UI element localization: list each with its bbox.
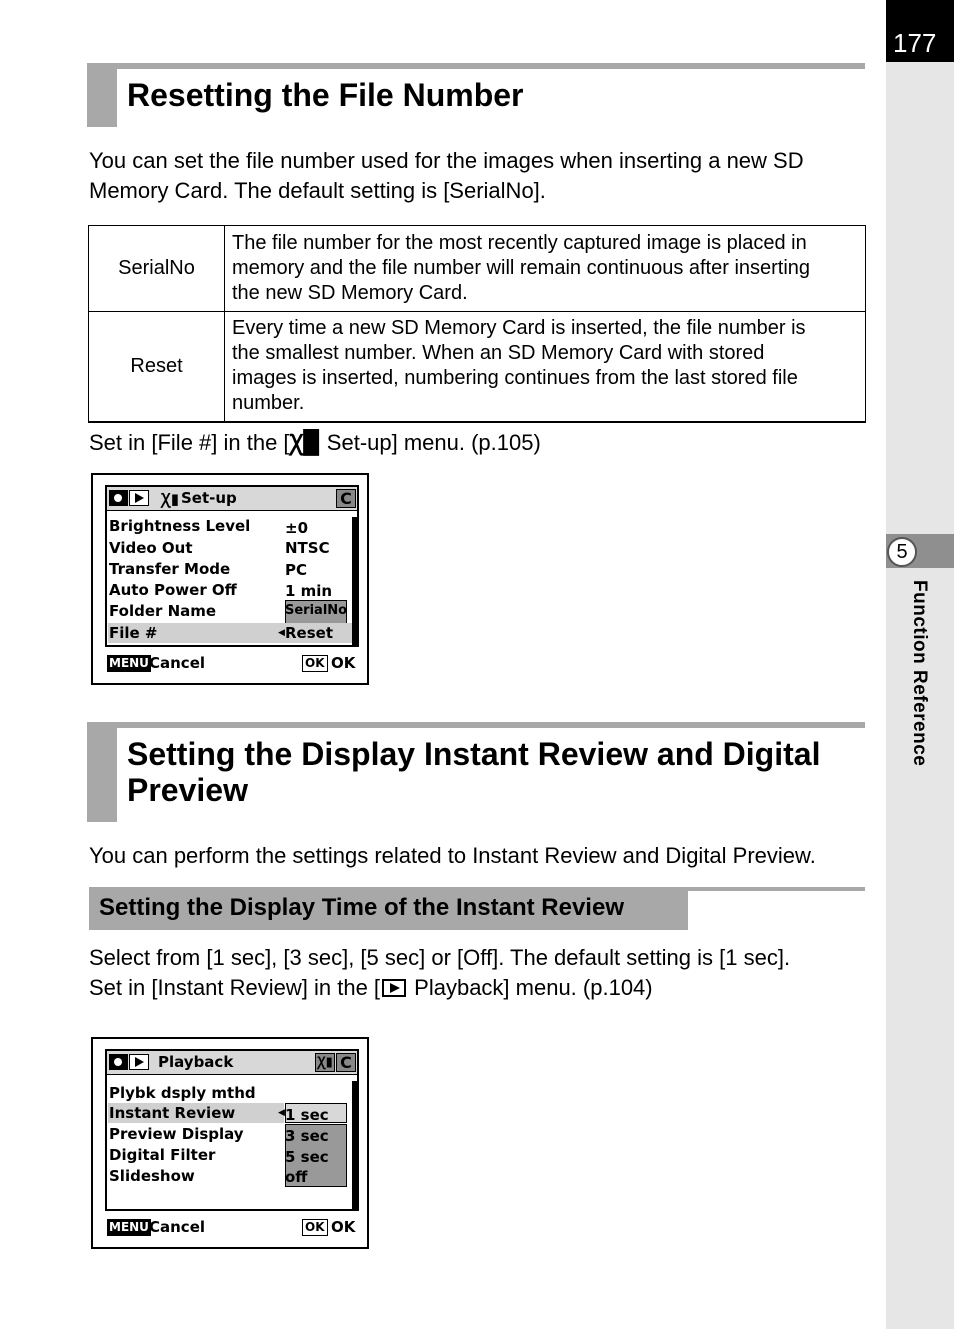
select-text: Select from [1 sec], [3 sec], [5 sec] or [Off]. The default setting is [1 sec]. bbox=[89, 945, 791, 970]
custom-icon: C bbox=[336, 1053, 356, 1072]
menu-item[interactable]: Digital Filter bbox=[109, 1146, 216, 1164]
tab-title: Set-up bbox=[181, 489, 237, 507]
menu-button-icon[interactable]: MENU bbox=[109, 656, 149, 670]
camera-screen-setup bbox=[91, 473, 369, 685]
option-item[interactable]: 5 sec bbox=[285, 1148, 329, 1166]
menu-item[interactable]: Brightness Level bbox=[109, 517, 251, 535]
subheading: Setting the Display Time of the Instant Review bbox=[99, 894, 624, 921]
ok-label: OK bbox=[331, 654, 356, 672]
table-value: Every time a new SD Memory Card is inserted, the file number is the smallest number. When an SD Memory Card with stored images is inserted, numbering continues from the last stored file number. bbox=[225, 312, 866, 423]
cancel-label: Cancel bbox=[149, 654, 206, 672]
menu-item[interactable]: Plybk dsply mthd bbox=[109, 1084, 256, 1102]
menu-item[interactable]: Auto Power Off bbox=[109, 581, 237, 599]
menu-value: ±0 bbox=[285, 519, 309, 537]
menu-panel bbox=[105, 1049, 359, 1211]
menu-value: SerialNo bbox=[285, 603, 348, 618]
menu-value: NTSC bbox=[285, 539, 330, 557]
menu-item[interactable]: Transfer Mode bbox=[109, 560, 231, 578]
title-bar bbox=[107, 1051, 357, 1075]
camera-screen-playback bbox=[91, 1037, 369, 1249]
playback-icon bbox=[382, 979, 406, 997]
menu-panel bbox=[105, 485, 359, 647]
chapter-number: 5 bbox=[887, 537, 917, 567]
menu-button-icon[interactable]: MENU bbox=[109, 1220, 149, 1234]
arrow-left-icon: ◀ bbox=[278, 1108, 285, 1118]
menu-item[interactable]: Video Out bbox=[109, 539, 193, 557]
camera-icon bbox=[109, 1054, 128, 1070]
playback-icon bbox=[129, 1054, 149, 1070]
intro-text: You can perform the settings related to Instant Review and Digital Preview. bbox=[89, 843, 816, 868]
settings-table bbox=[88, 225, 866, 423]
heading-block bbox=[87, 63, 117, 127]
wrench-icon: Ꭓ▮ bbox=[161, 490, 179, 508]
ok-button-icon[interactable]: OK bbox=[302, 655, 328, 672]
table-value: The file number for the most recently captured image is placed in memory and the file number will remain continuous after inserting the new SD Memory Card. bbox=[225, 226, 866, 312]
title-bar bbox=[107, 487, 357, 511]
heading-bar bbox=[87, 722, 865, 728]
table-key: Reset bbox=[89, 312, 225, 423]
instruction-text: Set in [File #] in the [Ꭓ▉ Set-up] menu. (p.105) bbox=[89, 428, 541, 458]
tab-title: Playback bbox=[158, 1053, 234, 1071]
table-row bbox=[89, 226, 866, 312]
playback-icon bbox=[129, 490, 149, 506]
cancel-label: Cancel bbox=[149, 1218, 206, 1236]
menu-value: 1 min bbox=[285, 582, 333, 600]
ok-button-icon[interactable]: OK bbox=[302, 1219, 328, 1236]
menu-item-selected[interactable]: Instant Review bbox=[109, 1104, 236, 1122]
ok-label: OK bbox=[331, 1218, 356, 1236]
section-title: Resetting the File Number bbox=[127, 77, 524, 113]
arrow-left-icon: ◀ bbox=[278, 628, 285, 638]
menu-item[interactable]: Preview Display bbox=[109, 1125, 244, 1143]
option-item[interactable]: 3 sec bbox=[285, 1127, 329, 1145]
menu-item-selected[interactable]: File # bbox=[109, 624, 158, 642]
menu-item[interactable]: Slideshow bbox=[109, 1167, 195, 1185]
heading-bar bbox=[87, 63, 865, 69]
wrench-icon: Ꭓ▉ bbox=[289, 430, 321, 455]
page-number: 177 bbox=[893, 28, 937, 58]
intro-text: You can set the file number used for the images when inserting a new SD Memory Card. The default setting is [SerialNo]. bbox=[89, 148, 804, 203]
option-item[interactable]: off bbox=[285, 1168, 308, 1186]
table-key: SerialNo bbox=[89, 226, 225, 312]
scrollbar[interactable] bbox=[352, 517, 357, 645]
heading-block bbox=[87, 722, 117, 822]
menu-value-selected[interactable]: Reset bbox=[285, 624, 333, 642]
instruction-text: Set in [Instant Review] in the [ Playback] menu. (p.104) bbox=[89, 975, 653, 1000]
section-title: Setting the Display Instant Review and Digital Preview bbox=[127, 736, 821, 808]
chapter-label: Function Reference bbox=[909, 580, 930, 767]
camera-icon bbox=[109, 490, 128, 506]
menu-value: PC bbox=[285, 561, 308, 579]
wrench-icon: Ꭓ▮ bbox=[315, 1053, 335, 1072]
custom-icon: C bbox=[336, 489, 356, 508]
option-item-selected[interactable]: 1 sec bbox=[285, 1106, 329, 1124]
menu-item[interactable]: Folder Name bbox=[109, 602, 217, 620]
table-row bbox=[89, 312, 866, 423]
scrollbar[interactable] bbox=[352, 1081, 357, 1209]
